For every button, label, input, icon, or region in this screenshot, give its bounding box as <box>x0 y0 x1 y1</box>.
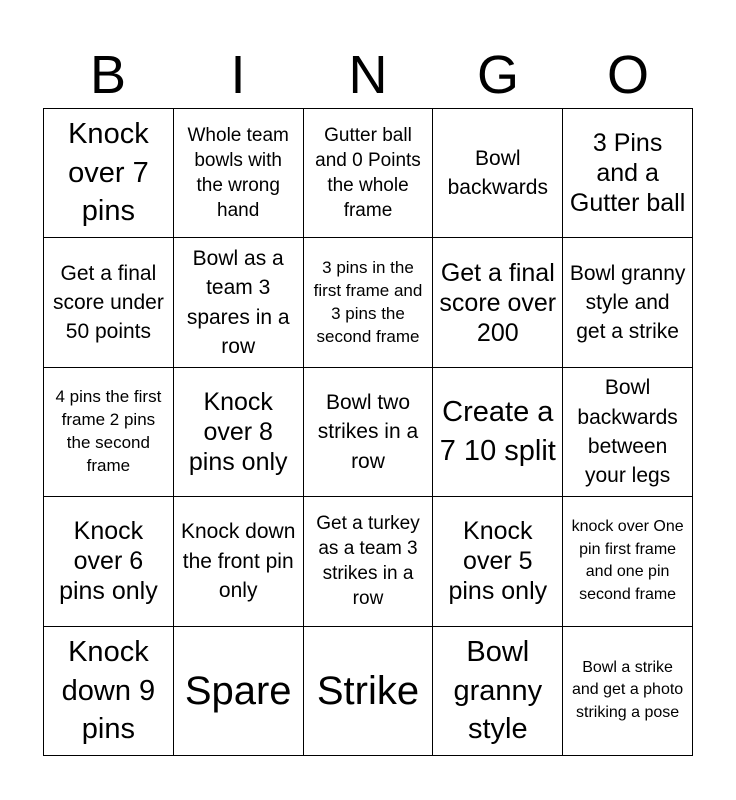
header-letter-i: I <box>230 45 246 105</box>
bingo-cell-text: Knock down 9 pins <box>61 635 156 746</box>
bingo-cell-text: Create a 7 10 split <box>439 396 556 467</box>
bingo-cell[interactable] <box>304 368 434 497</box>
bingo-cell[interactable] <box>174 368 304 497</box>
bingo-cell[interactable] <box>563 109 693 238</box>
bingo-cell-text: Get a final score over 200 <box>439 258 557 347</box>
bingo-cell-text: Whole team bowls with the wrong hand <box>187 125 289 222</box>
header-letter-o: O <box>606 45 649 105</box>
header-letter-g: G <box>476 45 519 105</box>
bingo-cell-text: Gutter ball and 0 Points the whole frame <box>315 125 421 222</box>
bingo-cell[interactable] <box>174 627 304 756</box>
bingo-cell-text: Bowl two strikes in a row <box>317 390 419 473</box>
bingo-cell[interactable] <box>304 627 434 756</box>
bingo-cell-text: Bowl backwards between your legs <box>577 376 678 488</box>
bingo-header <box>43 42 693 108</box>
bingo-cell-text: Knock over 7 pins <box>68 118 149 228</box>
bingo-cell-text: 3 pins in the first frame and 3 pins the second frame <box>313 257 423 346</box>
bingo-cell[interactable] <box>563 627 693 756</box>
header-letter-b: B <box>89 45 127 105</box>
bingo-cell[interactable] <box>433 497 563 626</box>
bingo-cell-text: Bowl backwards <box>447 146 548 200</box>
bingo-cell[interactable] <box>44 109 174 238</box>
bingo-cell[interactable] <box>44 238 174 367</box>
bingo-cell-text: Knock over 6 pins only <box>59 517 158 606</box>
bingo-cell[interactable] <box>433 238 563 367</box>
bingo-cell-text: Bowl granny style <box>453 635 543 746</box>
bingo-cell-text: 3 Pins and a Gutter ball <box>569 129 686 218</box>
bingo-cell[interactable] <box>174 497 304 626</box>
bingo-cell[interactable] <box>44 497 174 626</box>
bingo-cell[interactable] <box>433 627 563 756</box>
bingo-cell[interactable] <box>174 109 304 238</box>
bingo-cell[interactable] <box>563 238 693 367</box>
bingo-cell[interactable] <box>563 368 693 497</box>
header-letter-n: N <box>348 45 388 105</box>
bingo-board <box>43 108 693 756</box>
bingo-cell[interactable] <box>563 497 693 626</box>
bingo-cell[interactable] <box>44 368 174 497</box>
bingo-cell-text: Spare <box>184 668 292 713</box>
bingo-cell[interactable] <box>304 497 434 626</box>
bingo-cell-text: Knock over 8 pins only <box>188 387 288 476</box>
bingo-cell-text: knock over One pin first frame and one pin second frame <box>571 517 684 604</box>
bingo-cell[interactable] <box>44 627 174 756</box>
bingo-cell-text: Get a final score under 50 points <box>52 261 164 344</box>
bingo-cell[interactable] <box>304 238 434 367</box>
bingo-cell-text: Knock down the front pin only <box>180 520 296 603</box>
bingo-cell[interactable] <box>433 368 563 497</box>
bingo-cell[interactable] <box>304 109 434 238</box>
bingo-cell-text: Bowl a strike and get a photo striking a pose <box>571 658 684 722</box>
bingo-cell-text: Bowl as a team 3 spares in a row <box>186 246 290 358</box>
bingo-cell-text: Bowl granny style and get a strike <box>569 261 686 344</box>
bingo-cell-text: Get a turkey as a team 3 strikes in a row <box>316 513 420 610</box>
bingo-cell-text: Strike <box>316 668 420 713</box>
bingo-cell[interactable] <box>174 238 304 367</box>
bingo-cell[interactable] <box>433 109 563 238</box>
bingo-cell-text: Knock over 5 pins only <box>448 517 548 606</box>
bingo-cell-text: 4 pins the first frame 2 pins the second frame <box>55 387 162 475</box>
